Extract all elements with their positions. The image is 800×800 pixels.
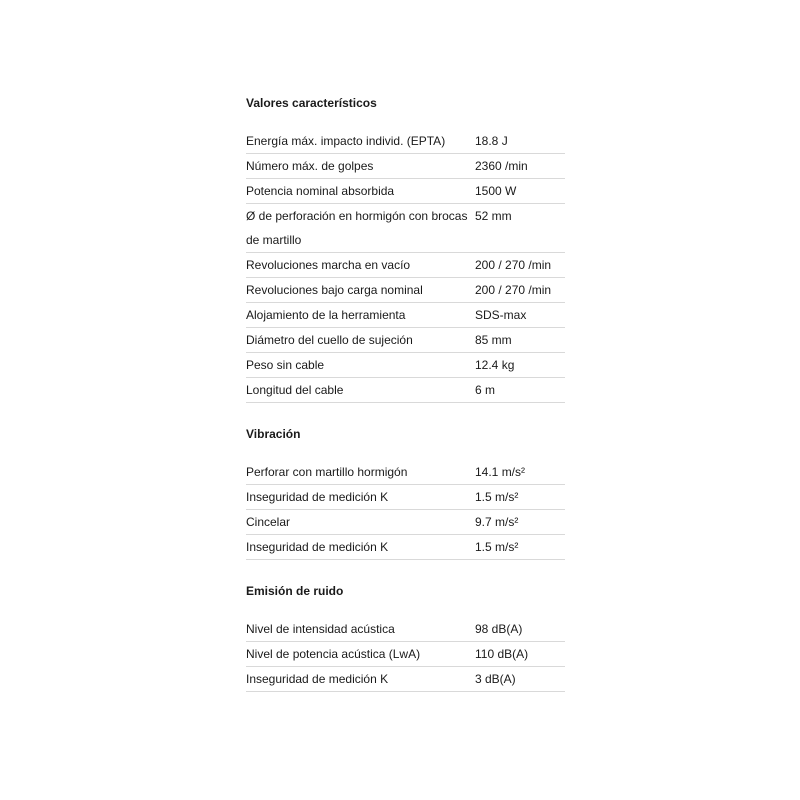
section-vibration bbox=[246, 426, 565, 560]
spec-value: 6 m bbox=[475, 383, 496, 397]
spec-label: Alojamiento de la herramienta bbox=[246, 308, 406, 322]
spec-label: Potencia nominal absorbida bbox=[246, 184, 395, 198]
spec-label: Cincelar bbox=[246, 515, 291, 529]
spec-label: Inseguridad de medición K bbox=[246, 540, 389, 554]
spec-table bbox=[246, 617, 565, 692]
spec-row bbox=[246, 485, 565, 510]
spec-row bbox=[246, 642, 565, 667]
spec-label: Nivel de potencia acústica (LwA) bbox=[246, 647, 421, 661]
section-title: Emisión de ruido bbox=[246, 584, 344, 598]
spec-value: 9.7 m/s² bbox=[475, 515, 519, 529]
spec-label: Ø de perforación en hormigón con brocas de martillo bbox=[246, 209, 468, 247]
spec-row bbox=[246, 378, 565, 403]
spec-value: 110 dB(A) bbox=[475, 647, 529, 661]
spec-row bbox=[246, 353, 565, 378]
spec-table bbox=[246, 129, 565, 403]
spec-label: Longitud del cable bbox=[246, 383, 344, 397]
section-title: Valores característicos bbox=[246, 96, 377, 110]
spec-row bbox=[246, 129, 565, 154]
spec-label: Energía máx. impacto individ. (EPTA) bbox=[246, 134, 446, 148]
spec-row bbox=[246, 328, 565, 353]
spec-table bbox=[246, 460, 565, 560]
spec-value: 14.1 m/s² bbox=[475, 465, 526, 479]
spec-value: 52 mm bbox=[475, 209, 512, 223]
spec-sheet bbox=[246, 95, 565, 715]
spec-value: 85 mm bbox=[475, 333, 512, 347]
spec-label: Número máx. de golpes bbox=[246, 159, 374, 173]
spec-label: Nivel de intensidad acústica bbox=[246, 622, 395, 636]
spec-label: Revoluciones marcha en vacío bbox=[246, 258, 411, 272]
spec-value: 98 dB(A) bbox=[475, 622, 523, 636]
spec-value: 1500 W bbox=[475, 184, 517, 198]
spec-label: Diámetro del cuello de sujeción bbox=[246, 333, 413, 347]
spec-row bbox=[246, 617, 565, 642]
section-title: Vibración bbox=[246, 427, 301, 441]
spec-value: 1.5 m/s² bbox=[475, 540, 519, 554]
spec-value: SDS-max bbox=[475, 308, 527, 322]
spec-label: Peso sin cable bbox=[246, 358, 325, 372]
spec-row bbox=[246, 667, 565, 692]
spec-row bbox=[246, 154, 565, 179]
spec-label: Inseguridad de medición K bbox=[246, 672, 389, 686]
spec-value: 18.8 J bbox=[475, 134, 508, 148]
spec-row bbox=[246, 510, 565, 535]
spec-row bbox=[246, 460, 565, 485]
section-characteristic-values bbox=[246, 95, 565, 403]
spec-row bbox=[246, 179, 565, 204]
spec-label: Perforar con martillo hormigón bbox=[246, 465, 408, 479]
spec-value: 3 dB(A) bbox=[475, 672, 516, 686]
spec-row bbox=[246, 535, 565, 560]
spec-value: 1.5 m/s² bbox=[475, 490, 519, 504]
spec-row bbox=[246, 253, 565, 278]
spec-value: 12.4 kg bbox=[475, 358, 515, 372]
spec-row bbox=[246, 278, 565, 303]
spec-row bbox=[246, 204, 565, 253]
spec-label: Inseguridad de medición K bbox=[246, 490, 389, 504]
spec-row bbox=[246, 303, 565, 328]
spec-value: 200 / 270 /min bbox=[475, 258, 552, 272]
spec-label: Revoluciones bajo carga nominal bbox=[246, 283, 423, 297]
spec-value: 2360 /min bbox=[475, 159, 528, 173]
section-noise-emission bbox=[246, 583, 565, 692]
spec-value: 200 / 270 /min bbox=[475, 283, 552, 297]
